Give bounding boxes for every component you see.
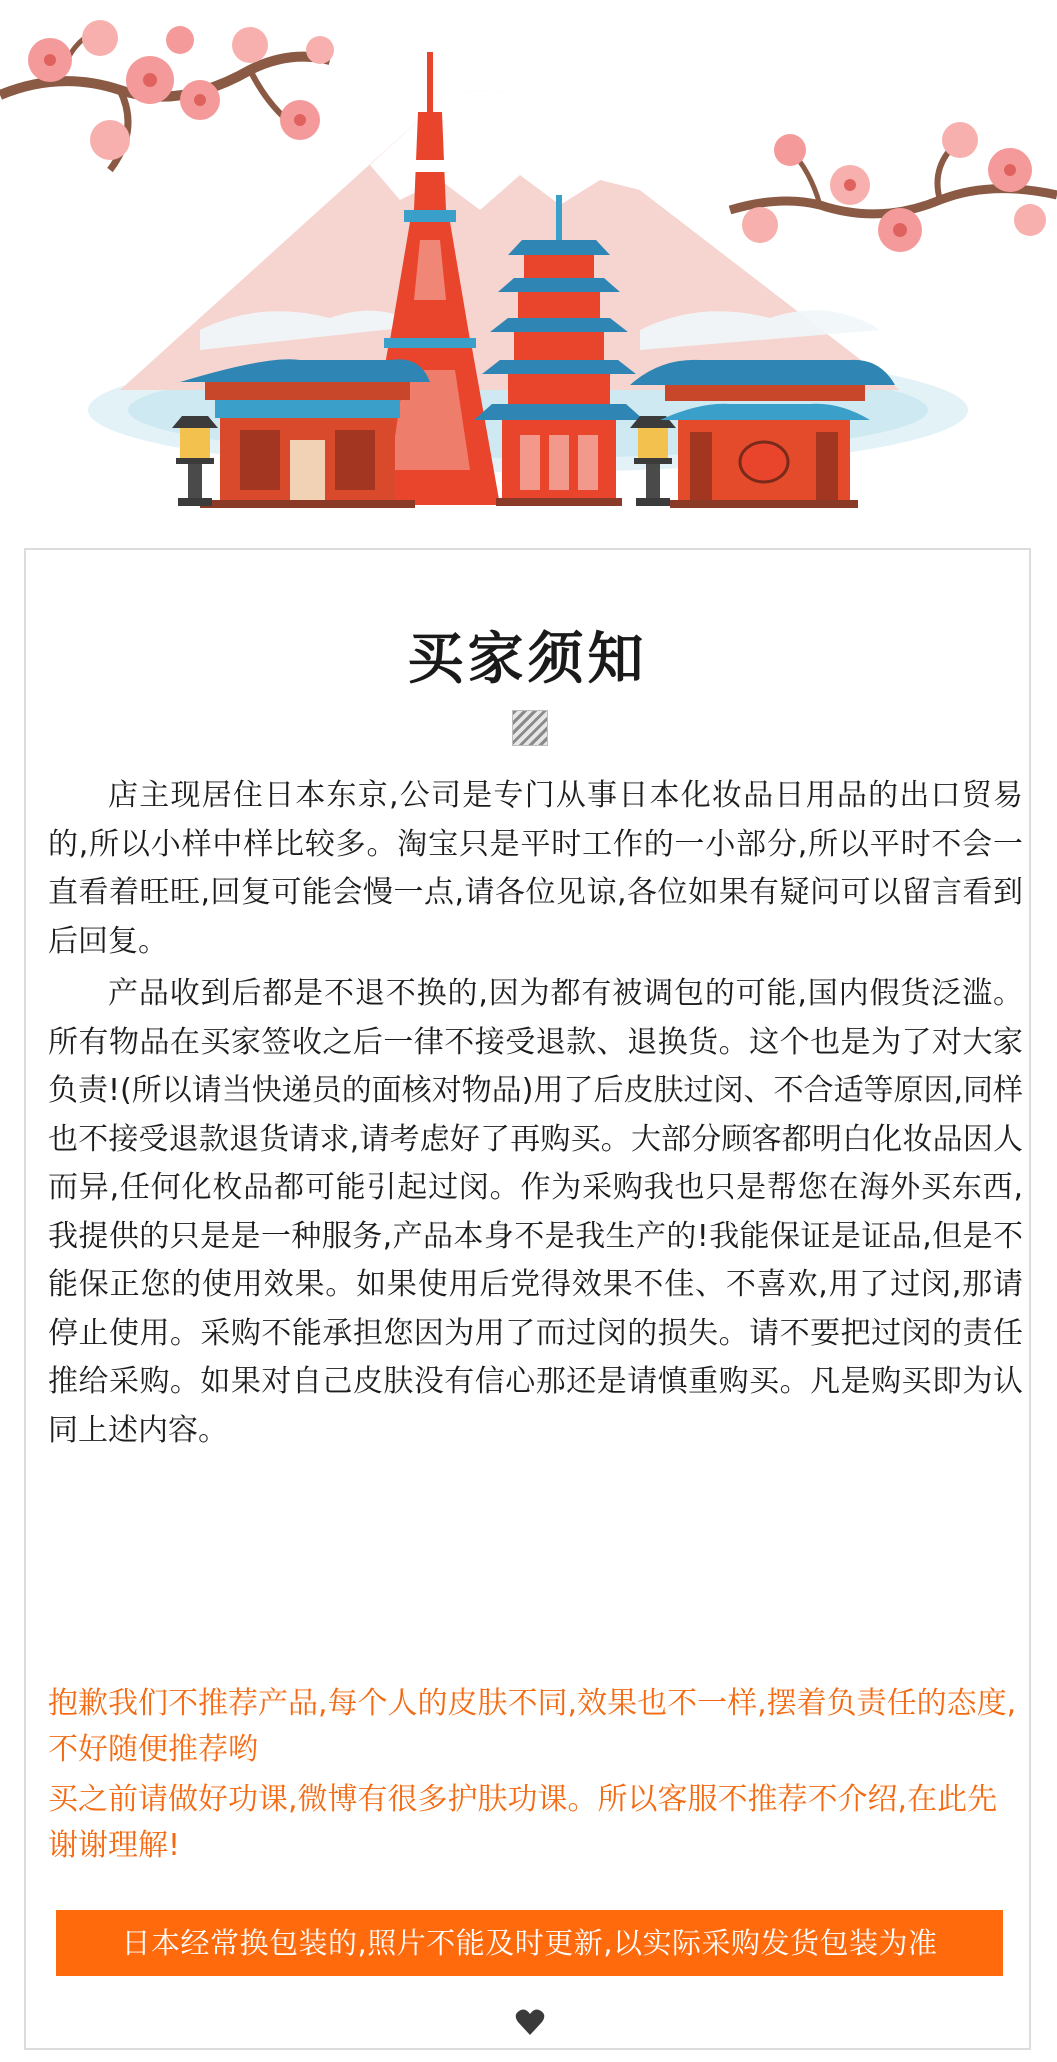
highlight-line-recommendation: 抱歉我们不推荐产品,每个人的皮肤不同,效果也不一样,摆着负责任的态度,不好随便推荐哟	[48, 1686, 1017, 1767]
notice-paragraph-policy: 产品收到后都是不退不换的,因为都有被调包的可能,国内假货泛滥。所有物品在买家签收之后一律不接受退款、退换货。这个也是为了对大家负责!(所以请当快递员的面核对物品)用了后皮肤过闵、不合适等原因,同样也不接受退款退货请求,请考虑好了再购买。大部分顾客都明白化妆品因人而异,任何化枚品都可能引起过闵。作为采购我也只是帮您在海外买东西,我提供的只是是一种服务,产品本身不是我生产的!我能保证是证品,但是不能保正您的使用效果。如果使用后党得效果不佳、不喜欢,用了过闵,那请停止使用。采购不能承担您因为用了而过闵的损失。请不要把过闵的责任推给采购。如果对自己皮肤没有信心那还是请慎重购买。凡是购买即为认同上述内容。	[48, 976, 1023, 1448]
notice-title: 买家须知	[407, 627, 648, 692]
notice-body	[48, 772, 1023, 1459]
buyer-notice-card	[24, 548, 1031, 2050]
heart-icon	[515, 2008, 545, 2036]
packaging-notice-banner: 日本经常换包装的,照片不能及时更新,以实际采购发货包装为准	[56, 1910, 1003, 1976]
cherry-blossom-right-icon	[730, 122, 1057, 252]
japan-landmarks-illustration	[0, 0, 1057, 530]
hero-illustration	[0, 0, 1057, 530]
hatched-square-icon	[512, 710, 548, 746]
notice-paragraph-intro: 店主现居住日本东京,公司是专门从事日本化妆品日用品的出口贸易的,所以小样中样比较多。淘宝只是平时工作的一小部分,所以平时不会一直看着旺旺,回复可能会慢一点,请各位见谅,各位如果有疑问可以留言看到后回复。	[48, 778, 1023, 959]
highlight-line-homework: 买之前请做好功课,微博有很多护肤功课。所以客服不推荐不介绍,在此先谢谢理解!	[48, 1782, 998, 1863]
highlight-notes	[48, 1681, 1023, 1873]
cherry-blossom-left-icon	[0, 20, 334, 170]
